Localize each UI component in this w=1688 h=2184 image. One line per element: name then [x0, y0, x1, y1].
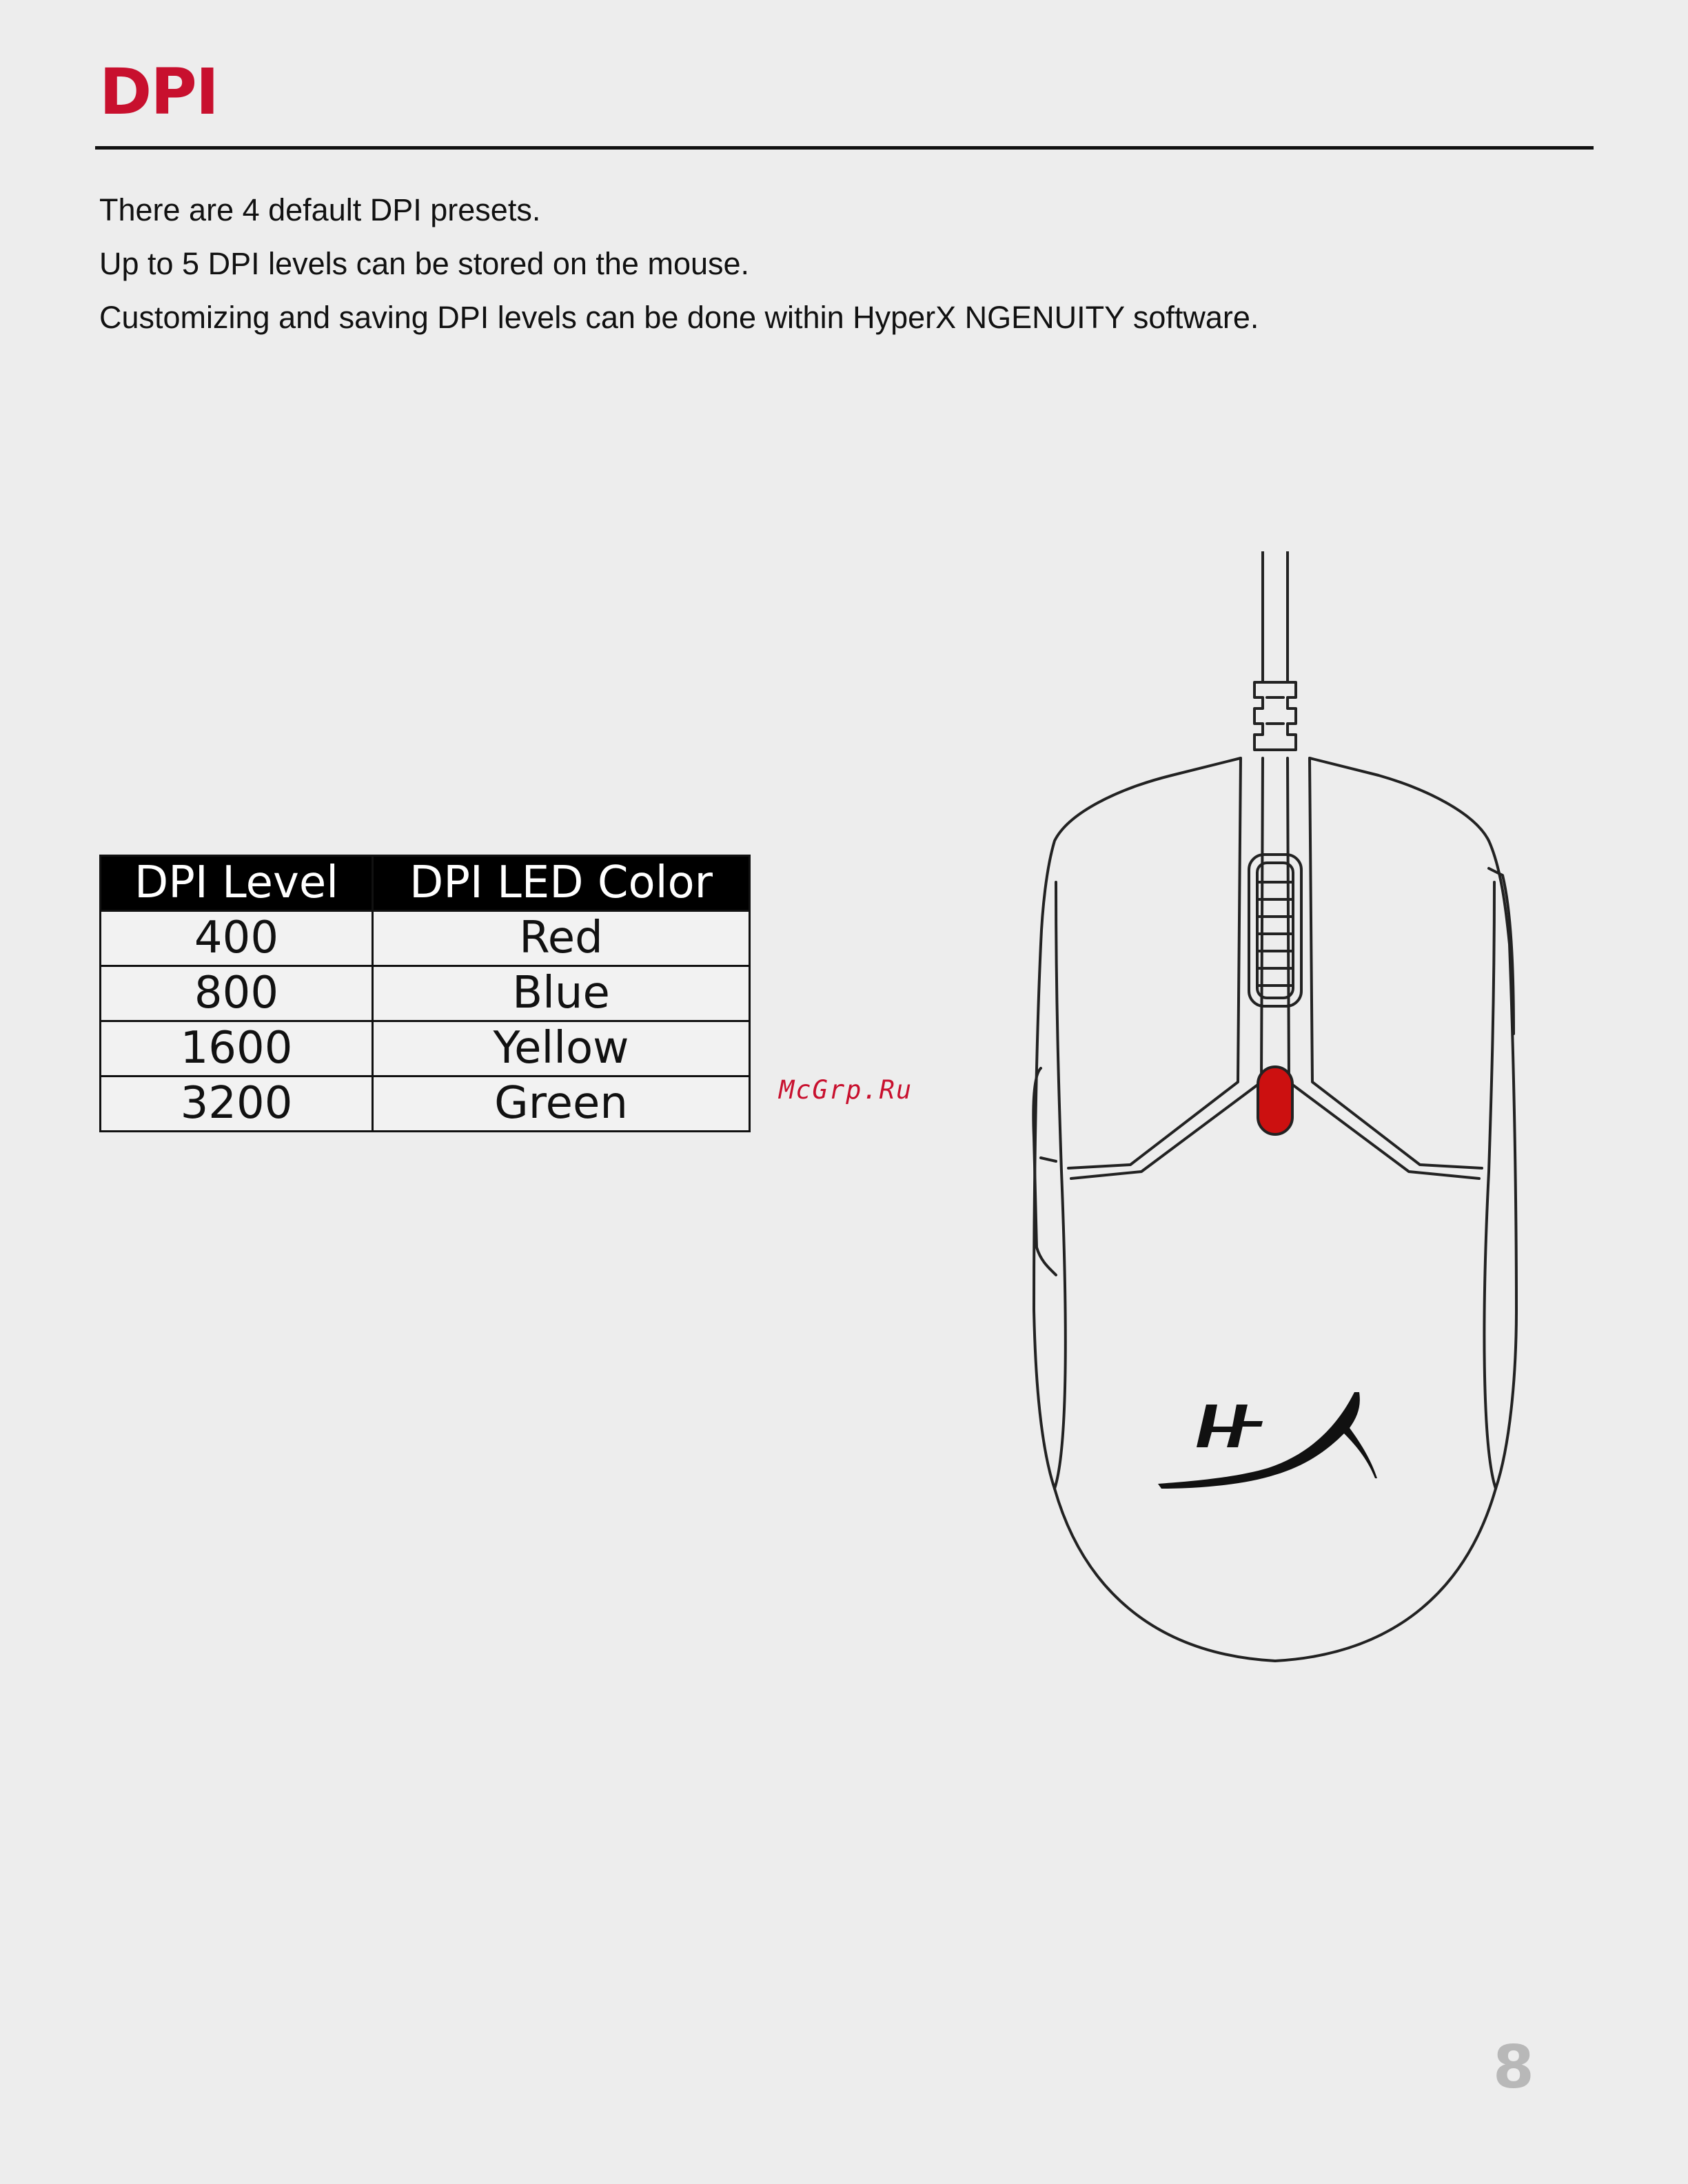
dpi-button-icon — [1258, 1067, 1292, 1134]
page-number: 8 — [1493, 2033, 1534, 2102]
dpi-level-cell: 3200 — [101, 1076, 373, 1132]
dpi-level-cell: 400 — [101, 911, 373, 966]
intro-text — [99, 183, 1259, 345]
table-row — [101, 966, 750, 1021]
intro-line-1: There are 4 default DPI presets. — [99, 192, 541, 227]
mouse-body — [1034, 758, 1516, 1661]
table-header-row — [101, 856, 750, 911]
mouse-illustration — [1013, 551, 1537, 1688]
dpi-level-cell: 1600 — [101, 1021, 373, 1076]
title-divider — [95, 146, 1594, 150]
table-row — [101, 1021, 750, 1076]
led-color-cell: Blue — [373, 966, 750, 1021]
intro-line-2: Up to 5 DPI levels can be stored on the mouse. — [99, 246, 750, 281]
intro-line-3: Customizing and saving DPI levels can be done within HyperX NGENUITY software. — [99, 300, 1259, 335]
scroll-wheel-icon — [1249, 855, 1301, 1006]
watermark: McGrp.Ru — [779, 1075, 913, 1105]
dpi-table — [99, 855, 751, 1132]
hyperx-logo-icon — [1158, 1392, 1377, 1489]
dpi-level-cell: 800 — [101, 966, 373, 1021]
cable — [1254, 551, 1296, 750]
led-color-cell: Red — [373, 911, 750, 966]
led-color-cell: Green — [373, 1076, 750, 1132]
header-dpi-level: DPI Level — [101, 856, 373, 911]
page-title: DPI — [99, 55, 218, 129]
led-color-cell: Yellow — [373, 1021, 750, 1076]
table-row — [101, 1076, 750, 1132]
header-dpi-led-color: DPI LED Color — [373, 856, 750, 911]
mouse-body-inner — [1055, 882, 1496, 1489]
table-row — [101, 911, 750, 966]
